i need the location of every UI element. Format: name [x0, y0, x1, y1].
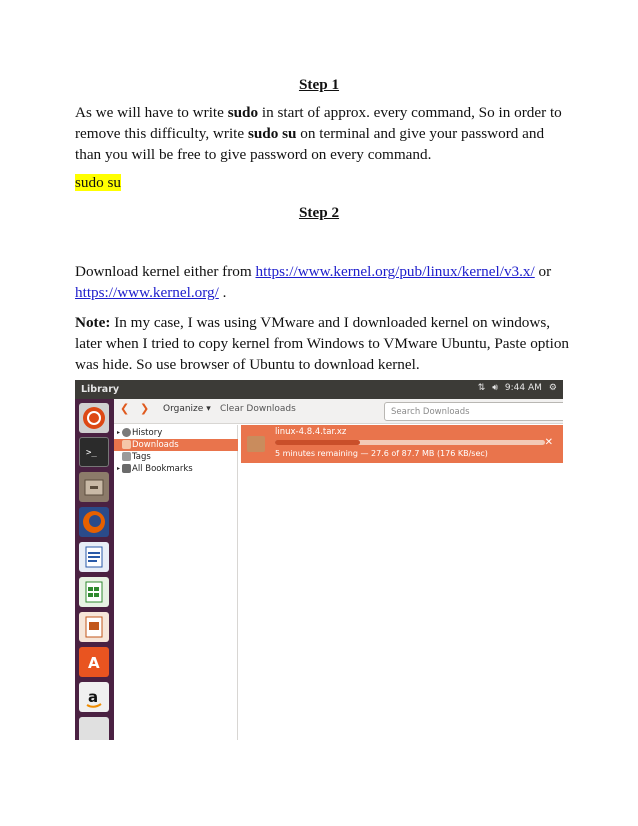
- sidebar-item-history[interactable]: [114, 427, 238, 439]
- top-panel: [75, 380, 563, 399]
- text-span: on terminal and give your password and than you will be free to give password on every command.: [75, 125, 545, 163]
- sidebar-item-label: All Bookmarks: [132, 464, 193, 474]
- library-toolbar: [114, 399, 563, 424]
- kernel-v3-link[interactable]: https://www.kernel.org/pub/linux/kernel/v3.x/: [255, 263, 535, 280]
- chevron-down-icon: ▾: [203, 404, 211, 414]
- note-text: In my case, I was using VMware and I downloaded kernel on windows, later when I tried to copy kernel from Windows to VMware Ubuntu, Paste option was hide. So use browser of Ubuntu to download kernel.: [75, 314, 570, 373]
- expand-arrow-icon[interactable]: ▸: [117, 465, 121, 472]
- bold-sudo: sudo: [227, 104, 259, 121]
- bookmarks-icon: [122, 464, 131, 473]
- clock[interactable]: 9:44 AM: [504, 383, 542, 393]
- step2-heading: Step 2: [298, 204, 340, 221]
- library-sidebar: [114, 425, 238, 740]
- sidebar-item-label: Downloads: [132, 440, 179, 450]
- kernel-org-link[interactable]: https://www.kernel.org/: [75, 284, 219, 301]
- sidebar-item-downloads[interactable]: [114, 439, 238, 451]
- software-center-icon[interactable]: [79, 647, 109, 677]
- firefox-icon[interactable]: [79, 507, 109, 537]
- network-icon[interactable]: ⇅: [477, 383, 486, 393]
- text-span: or: [534, 263, 552, 280]
- organize-label: Organize: [163, 404, 204, 414]
- launcher: [75, 399, 114, 740]
- step1-paragraph: [75, 102, 570, 165]
- note-label: Note:: [75, 314, 111, 331]
- tag-icon: [122, 452, 131, 461]
- window-title: Library: [81, 384, 120, 395]
- svg-text:>_: >_: [86, 448, 97, 458]
- sidebar-item-label: History: [132, 428, 163, 438]
- bold-sudo-su: sudo su: [247, 125, 297, 142]
- text-span: As we will have to write: [75, 104, 228, 121]
- search-placeholder: Search Downloads: [391, 407, 470, 417]
- download-paragraph: [75, 261, 570, 303]
- power-icon[interactable]: ⚙: [548, 383, 557, 393]
- files-icon[interactable]: [79, 472, 109, 502]
- svg-text:a: a: [88, 688, 99, 706]
- writer-icon[interactable]: [79, 542, 109, 572]
- sidebar-item-tags[interactable]: [114, 451, 238, 463]
- download-icon: [122, 440, 131, 449]
- clear-downloads-button[interactable]: Clear Downloads: [220, 404, 296, 414]
- calc-icon[interactable]: [79, 577, 109, 607]
- download-status: 5 minutes remaining — 27.6 of 87.7 MB (176 KB/sec): [275, 449, 488, 458]
- downloads-list: [239, 425, 563, 740]
- ubuntu-library-screenshot: [75, 380, 563, 740]
- download-progress-fill: [275, 440, 360, 445]
- download-row[interactable]: [241, 425, 563, 463]
- launcher-item-icon[interactable]: [79, 717, 109, 740]
- text-span: in start of approx. every command, So in order to remove this difficulty, write: [75, 104, 562, 142]
- text-span: .: [218, 284, 227, 301]
- terminal-icon[interactable]: [79, 437, 109, 467]
- amazon-icon[interactable]: [79, 682, 109, 712]
- download-file-name: linux-4.8.4.tar.xz: [275, 427, 347, 437]
- ubuntu-dash-icon[interactable]: [79, 403, 109, 433]
- command-line: [75, 172, 570, 193]
- archive-file-icon: [247, 436, 265, 452]
- download-progress-bar: [275, 440, 545, 445]
- cancel-download-icon[interactable]: ✕: [544, 437, 553, 448]
- organize-button[interactable]: [163, 404, 211, 414]
- highlighted-command: sudo su: [75, 174, 121, 191]
- sidebar-item-all-bookmarks[interactable]: [114, 463, 238, 475]
- volume-icon[interactable]: 🔊︎: [492, 383, 498, 393]
- impress-icon[interactable]: [79, 612, 109, 642]
- history-icon: [122, 428, 131, 437]
- text-span: Download kernel either from: [75, 263, 256, 280]
- note-paragraph: [75, 312, 570, 375]
- search-input[interactable]: [384, 402, 563, 421]
- forward-button[interactable]: ❯: [140, 402, 150, 415]
- sidebar-item-label: Tags: [132, 452, 151, 462]
- step1-heading: Step 1: [298, 76, 340, 93]
- expand-arrow-icon[interactable]: ▸: [117, 429, 121, 436]
- system-tray: [478, 383, 557, 393]
- back-button[interactable]: ❮: [120, 402, 130, 415]
- svg-text:A: A: [88, 654, 100, 672]
